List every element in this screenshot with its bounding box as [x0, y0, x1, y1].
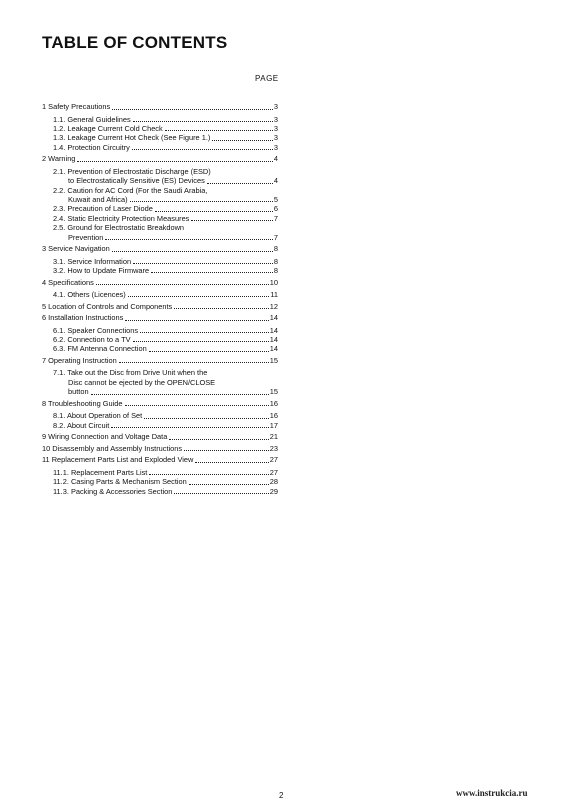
footer-page-number: 2 [279, 791, 284, 800]
toc-entry-page: 16 [269, 398, 278, 408]
toc-entry [42, 432, 278, 441]
toc-leader [189, 483, 269, 485]
toc-leader [132, 148, 273, 150]
toc-entry-page: 7 [273, 213, 278, 223]
toc-entry-label: 9 Wiring Connection and Voltage Data [42, 432, 168, 442]
toc-entry-page: 8 [273, 266, 278, 276]
toc-entry-page: 21 [269, 432, 278, 442]
toc-entry-page: 4 [273, 154, 278, 164]
toc-entry-label: 1.3. Leakage Current Hot Check (See Figure 1.) [53, 133, 211, 143]
toc-entry-label: 4.1. Others (Licences) [53, 290, 126, 300]
toc-entry-label: 8.1. About Operation of Set [53, 411, 143, 421]
toc-entry-page: 14 [269, 344, 278, 354]
toc-entry-label: 1 Safety Precautions [42, 102, 111, 112]
toc-entry [42, 115, 278, 124]
toc-leader [149, 473, 268, 475]
toc-leader [165, 129, 273, 131]
toc-entry [42, 257, 278, 266]
toc-entry-label: 1.2. Leakage Current Cold Check [53, 124, 163, 133]
toc-leader [91, 393, 269, 395]
toc-leader [96, 283, 269, 285]
toc-entry [42, 214, 278, 223]
toc-leader [195, 461, 268, 463]
toc-leader [130, 200, 273, 202]
toc-entry [42, 244, 278, 253]
toc-entry-label: 2.1. Prevention of Electrostatic Discharge (ESD) [53, 166, 211, 176]
toc-entry-page: 8 [273, 256, 278, 266]
toc-entry [42, 421, 278, 430]
toc-entry [42, 266, 278, 275]
toc-entry [42, 204, 278, 213]
toc-entry-page: 3 [273, 142, 278, 152]
toc-leader [144, 417, 269, 419]
toc-entry [42, 444, 278, 453]
toc-entry-page: 4 [273, 176, 278, 186]
toc-leader [128, 295, 270, 297]
toc-entry [42, 411, 278, 420]
toc-entry-page: 15 [269, 356, 278, 366]
toc-entry-page: 14 [269, 313, 278, 323]
toc-leader [77, 160, 272, 162]
toc-entry [42, 124, 278, 133]
toc-leader [212, 139, 273, 141]
toc-leader [111, 426, 268, 428]
toc-entry-label: 2.3. Precaution of Laser Diode [53, 204, 153, 214]
toc-entry [42, 326, 278, 335]
toc-leader [191, 219, 273, 221]
toc-entry-label: 7 Operating Instruction [42, 356, 117, 366]
toc-entry-page: 12 [269, 301, 278, 311]
toc-entry [42, 223, 278, 242]
toc-leader [125, 404, 269, 406]
toc-leader [112, 250, 273, 252]
toc-entry-label: 5 Location of Controls and Components [42, 301, 173, 311]
toc-entry-label: 3.1. Service Information [53, 256, 132, 266]
toc-leader [133, 340, 269, 342]
toc-entry [42, 356, 278, 365]
toc-entry [42, 302, 278, 311]
toc-entry-label: 6.2. Connection to a TV [53, 335, 131, 345]
page-title: TABLE OF CONTENTS [42, 33, 228, 52]
toc-entry [42, 344, 278, 353]
toc-entry [42, 455, 278, 464]
toc-entry-label: 11.3. Packing & Accessories Section [53, 486, 173, 496]
toc-leader [112, 108, 273, 110]
toc-entry-label: 7.1. Take out the Disc from Drive Unit when the [53, 368, 208, 378]
toc-entry-label: Disc cannot be ejected by the OPEN/CLOSE [68, 377, 216, 387]
toc-entry-label: Kuwait and Africa) [68, 195, 128, 205]
toc-entry-page: 27 [269, 467, 278, 477]
toc-entry [42, 468, 278, 477]
toc-leader [105, 238, 273, 240]
toc-entry-page: 3 [273, 124, 278, 133]
toc-entry-page: 14 [269, 335, 278, 345]
toc-entry-label: 11 Replacement Parts List and Exploded View [42, 455, 194, 465]
toc-entry-page: 8 [273, 244, 278, 254]
toc-entry-label: 1.1. General Guidelines [53, 114, 131, 124]
toc-entry [42, 399, 278, 408]
toc-entry [42, 487, 278, 496]
toc-entry-label: 11.2. Casing Parts & Mechanism Section [53, 477, 187, 487]
toc-entry-label: 8.2. About Circuit [53, 420, 110, 430]
toc-entry [42, 154, 278, 163]
toc-entry [42, 133, 278, 142]
toc-entry [42, 368, 278, 396]
toc-leader [149, 350, 269, 352]
toc-entry-page: 3 [273, 114, 278, 124]
toc-entry-page: 6 [273, 204, 278, 214]
toc-entry [42, 290, 278, 299]
toc-leader [169, 438, 268, 440]
toc-entry [42, 335, 278, 344]
toc-entry-label: 6.3. FM Antenna Connection [53, 344, 147, 354]
toc-entry-label: 3.2. How to Update Firmware [53, 266, 150, 276]
toc-entry [42, 167, 278, 186]
toc-entry-label: button [68, 387, 89, 397]
toc-leader [174, 307, 269, 309]
toc-entry-page: 3 [273, 102, 278, 112]
toc-leader [133, 120, 273, 122]
toc-entry-page: 17 [269, 420, 278, 430]
footer-watermark: www.instrukcia.ru [456, 788, 528, 798]
toc-entry-label: 8 Troubleshooting Guide [42, 398, 123, 408]
toc-entry-page: 28 [269, 477, 278, 487]
toc-entry-page: 14 [269, 325, 278, 335]
toc-leader [140, 331, 269, 333]
toc-entry-label: 6.1. Speaker Connections [53, 325, 139, 335]
toc-entry-page: 5 [273, 195, 278, 205]
toc-leader [184, 449, 269, 451]
toc-entry-label: 3 Service Navigation [42, 244, 110, 254]
toc-entry-label: to Electrostatically Sensitive (ES) Devices [68, 176, 205, 186]
page-column-header: PAGE [255, 74, 279, 83]
toc-entry-label: 11.1. Replacement Parts List [53, 467, 148, 477]
toc-leader [125, 319, 268, 321]
toc-entry-label: 2 Warning [42, 154, 76, 164]
toc-leader [151, 271, 273, 273]
toc-entry-label: Prevention [68, 232, 104, 242]
toc-entry-page: 10 [269, 277, 278, 287]
toc-entry-page: 27 [269, 455, 278, 465]
toc-entry [42, 477, 278, 486]
toc-leader [119, 361, 269, 363]
toc-leader [207, 182, 273, 184]
toc-entry-label: 10 Disassembly and Assembly Instructions [42, 443, 183, 453]
toc-entry-label: 2.2. Caution for AC Cord (For the Saudi Arabia, [53, 185, 208, 195]
toc-entry-label: 4 Specifications [42, 277, 94, 287]
toc-entry [42, 278, 278, 287]
toc-entry-page: 3 [273, 133, 278, 143]
toc-entry-label: 2.4. Static Electricity Protection Measures [53, 213, 190, 223]
toc-leader [174, 492, 268, 494]
toc-entry [42, 143, 278, 152]
toc-leader [133, 262, 273, 264]
toc-entry-page: 16 [269, 411, 278, 421]
table-of-contents [42, 100, 278, 496]
toc-entry-page: 7 [273, 232, 278, 242]
toc-entry [42, 313, 278, 322]
toc-entry-page: 11 [270, 290, 278, 300]
toc-entry [42, 186, 278, 205]
toc-entry-label: 6 Installation Instructions [42, 313, 124, 323]
toc-entry-page: 15 [269, 387, 278, 397]
toc-entry-label: 1.4. Protection Circuitry [53, 142, 130, 152]
toc-entry-page: 23 [269, 443, 278, 453]
toc-entry-page: 29 [269, 486, 278, 496]
toc-entry-label: 2.5. Ground for Electrostatic Breakdown [53, 223, 185, 233]
toc-leader [155, 210, 273, 212]
toc-entry [42, 102, 278, 111]
